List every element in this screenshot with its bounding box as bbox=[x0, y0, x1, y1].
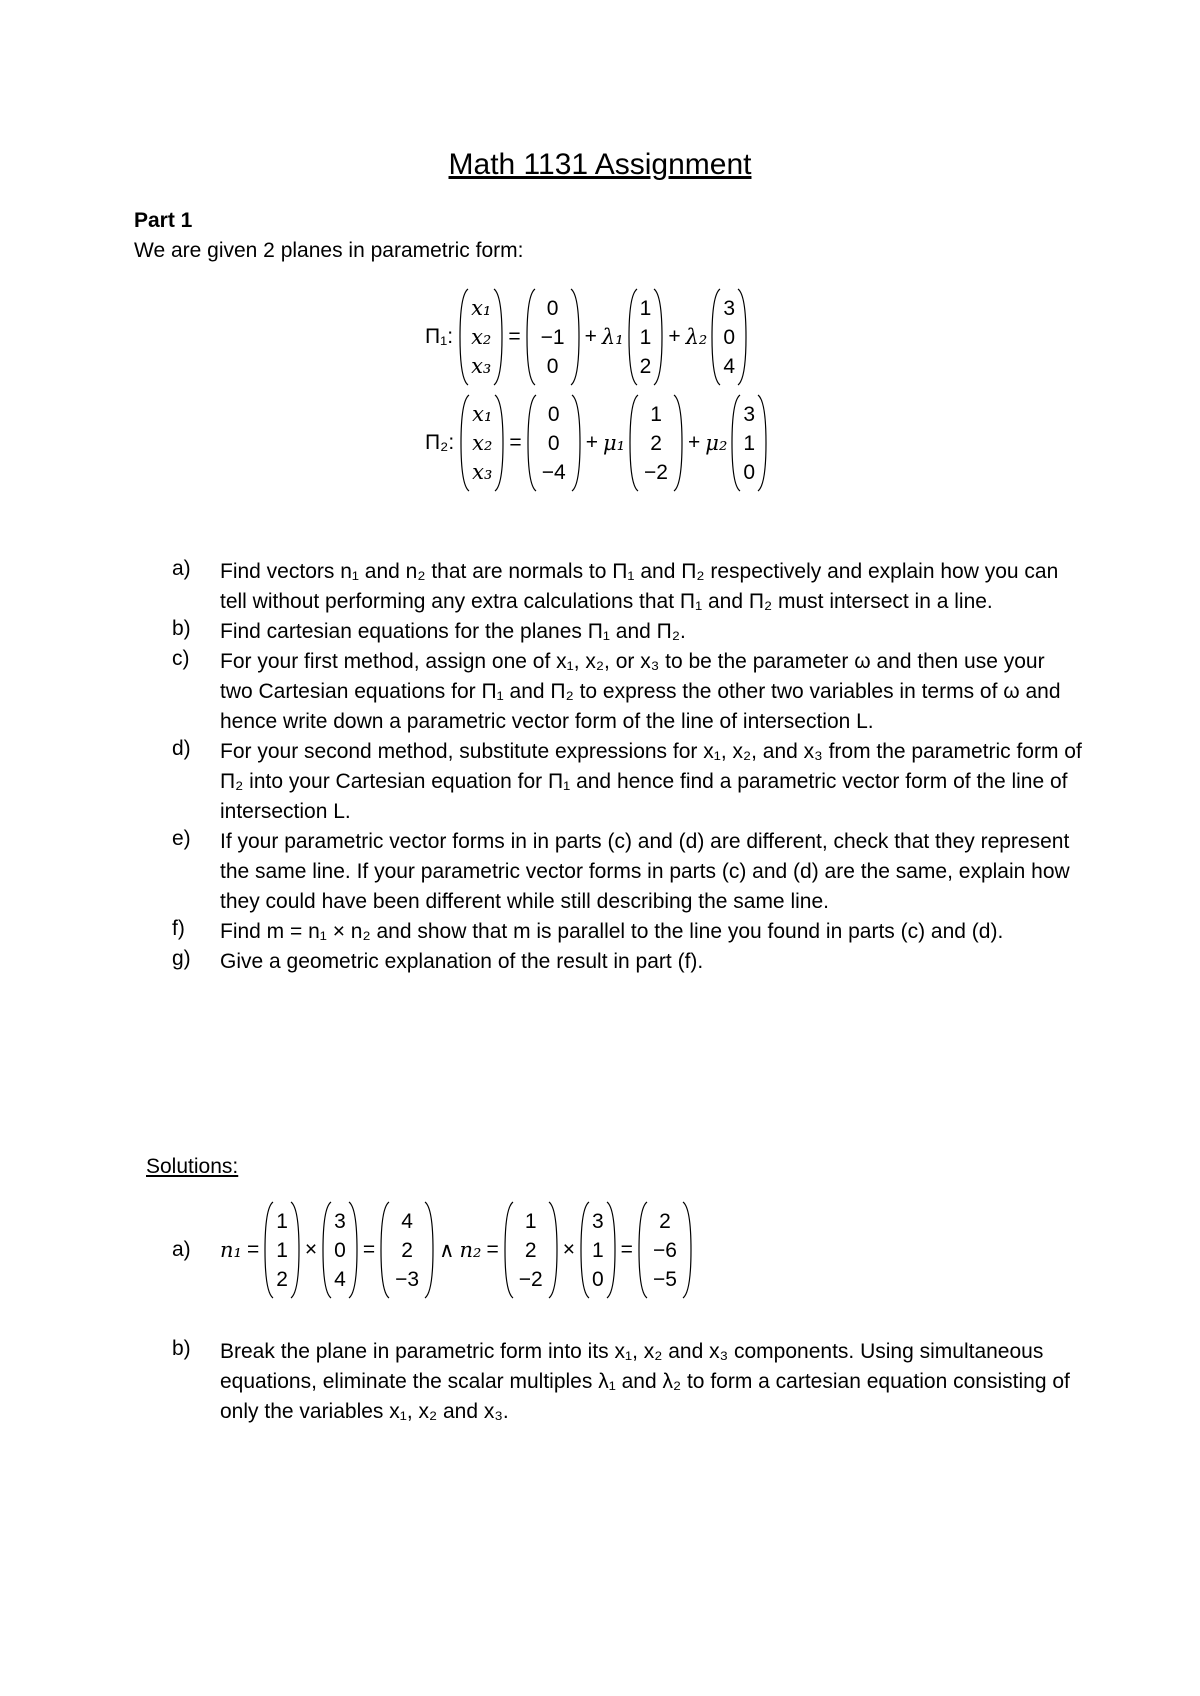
list-item: d) For your second method, substitute expressions for x₁, x₂, and x₃ from the parametric form of Π₂ into your Cartesian equation for Π₁ and hence find a parametric vector form of the line of intersection L. bbox=[172, 737, 1082, 823]
left-paren bbox=[526, 287, 536, 387]
page-title: Math 1131 Assignment bbox=[448, 148, 752, 181]
sol-a-vector-2: 3 0 4 bbox=[322, 1200, 358, 1300]
right-paren bbox=[493, 287, 503, 387]
left-paren bbox=[638, 1200, 648, 1300]
right-paren bbox=[653, 287, 663, 387]
left-paren bbox=[264, 1200, 274, 1300]
left-paren bbox=[504, 1200, 514, 1300]
solutions-heading: Solutions: bbox=[146, 1155, 239, 1178]
sol-a-vector-4: 3 1 0 bbox=[580, 1200, 616, 1300]
list-item: b) Break the plane in parametric form into its x₁, x₂ and x₃ components. Using simultaneous equations, eliminate the scalar multiples λ₁ and λ₂ to form a cartesian equation consisting of only the variables x₁, x₂ and x₃. bbox=[172, 1337, 1070, 1423]
left-paren bbox=[322, 1200, 332, 1300]
list-item: c) For your first method, assign one of x₁, x₂, or x₃ to be the parameter ω and then use your two Cartesian equations for Π₁ and Π₂ to express the other two variables in terms of ω and hence write down a parametric vector form of the line of intersection L. bbox=[172, 647, 1061, 733]
left-paren bbox=[629, 393, 639, 493]
plane1-label: Π₁: bbox=[425, 325, 454, 348]
plane2-equation: Π₂: x₁ x₂ x₃ = 0 0 −4 + μ₁ 1 2 −2 + μ₂ 3 1 0 bbox=[425, 393, 767, 493]
left-paren bbox=[459, 287, 469, 387]
left-paren bbox=[580, 1200, 590, 1300]
sol-a-result-1: 4 2 −3 bbox=[380, 1200, 434, 1300]
right-paren bbox=[606, 1200, 616, 1300]
right-paren bbox=[757, 393, 767, 493]
right-paren bbox=[494, 393, 504, 493]
plane1-direction2-vector: 3 0 4 bbox=[711, 287, 747, 387]
sol-a-vector-1: 1 1 2 bbox=[264, 1200, 300, 1300]
right-paren bbox=[348, 1200, 358, 1300]
plane2-param1: μ₁ bbox=[602, 431, 626, 455]
part-heading: Part 1 bbox=[134, 209, 193, 232]
left-paren bbox=[527, 393, 537, 493]
right-paren bbox=[424, 1200, 434, 1300]
plane2-direction2-vector: 3 1 0 bbox=[731, 393, 767, 493]
left-paren bbox=[711, 287, 721, 387]
plane2-point-vector: 0 0 −4 bbox=[527, 393, 581, 493]
sol-a-result-2: 2 −6 −5 bbox=[638, 1200, 692, 1300]
list-item: f) Find m = n₁ × n₂ and show that m is parallel to the line you found in parts (c) and (d). bbox=[172, 917, 1004, 943]
right-paren bbox=[673, 393, 683, 493]
list-item: g) Give a geometric explanation of the result in part (f). bbox=[172, 947, 704, 973]
left-paren bbox=[460, 393, 470, 493]
plane1-param1: λ₁ bbox=[601, 325, 624, 349]
list-item: e) If your parametric vector forms in in parts (c) and (d) are different, check that they represent the same line. If your parametric vector forms in parts (c) and (d) are the same, explain how they could have been different while still describing the same line. bbox=[172, 827, 1070, 913]
plane1-point-vector: 0 −1 0 bbox=[526, 287, 580, 387]
plane1-param2: λ₂ bbox=[685, 325, 708, 349]
right-paren bbox=[570, 287, 580, 387]
left-paren bbox=[628, 287, 638, 387]
plane2-label: Π₂: bbox=[425, 431, 455, 454]
left-paren bbox=[731, 393, 741, 493]
plane1-direction1-vector: 1 1 2 bbox=[628, 287, 664, 387]
questions-list bbox=[172, 557, 1082, 977]
left-paren bbox=[380, 1200, 390, 1300]
plane1-equation: Π₁: x₁ x₂ x₃ = 0 −1 0 + λ₁ 1 1 2 + λ₂ 3 0 4 bbox=[425, 287, 747, 387]
right-paren bbox=[571, 393, 581, 493]
plane1-x-vector: x₁ x₂ x₃ bbox=[459, 287, 503, 387]
right-paren bbox=[737, 287, 747, 387]
plane2-direction1-vector: 1 2 −2 bbox=[629, 393, 683, 493]
intro-text: We are given 2 planes in parametric form: bbox=[134, 239, 524, 262]
plane2-param2: μ₂ bbox=[705, 431, 728, 455]
right-paren bbox=[682, 1200, 692, 1300]
sol-a-vector-3: 1 2 −2 bbox=[504, 1200, 558, 1300]
plane2-x-vector: x₁ x₂ x₃ bbox=[460, 393, 504, 493]
right-paren bbox=[548, 1200, 558, 1300]
list-item: b) Find cartesian equations for the planes Π₁ and Π₂. bbox=[172, 617, 686, 643]
list-item: a) Find vectors n₁ and n₂ that are normals to Π₁ and Π₂ respectively and explain how you can tell without performing any extra calculations that Π₁ and Π₂ must intersect in a line. bbox=[172, 557, 1059, 613]
solution-b bbox=[172, 1337, 1082, 1427]
solution-a-equation: a) n₁ = 1 1 2 × 3 0 4 = 4 2 −3 ∧ n₂ = 1 2 −2 × 3 1 0 = 2 −6 −5 bbox=[172, 1200, 692, 1300]
right-paren bbox=[290, 1200, 300, 1300]
